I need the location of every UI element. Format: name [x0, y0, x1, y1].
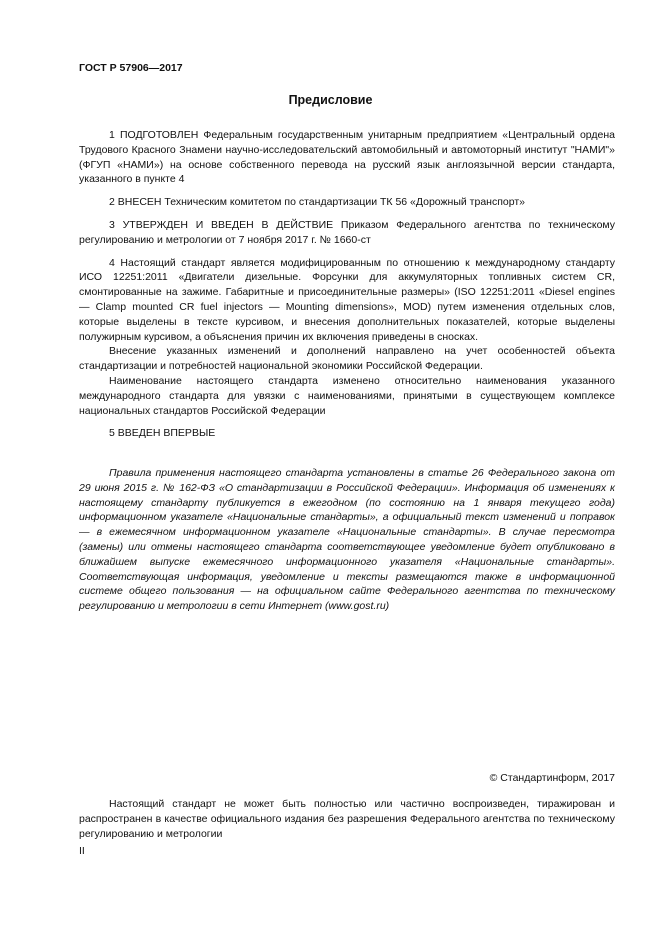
section-4-paragraph-1: 4 Настоящий стандарт является модифицированным по отношению к международному стандарту ИСО 12251:2011 «Двигатели дизельные. Форсунки для аккумуляторных топливных систем CR, смонтированные на зажиме. Габаритные и присоединительные размеры» (ISO 12251:2011 «Diesel engines — Clamp mounted CR fuel injectors — Mounting dimensions», MOD) путем изменения отдельных слов, которые выделены в тексте курсивом, и внесения дополнительных показателей, которые выделены полужирным курсивом, а объяснения причин их включения приведены в сносках.	[79, 256, 615, 343]
rules-notice-text: Правила применения настоящего стандарта установлены в статье 26 Федерального закона от 29 июня 2015 г. № 162-ФЗ «О стандартизации в Российской Федерации». Информация об изменениях к настоящему стандарту публикуется в ежегодном (по состоянию на 1 января текущего года) информационном указателе «Национальные стандарты», а официальный текст изменений и поправок — в ежемесячном информационном указателе «Национальные стандарты». В случае пересмотра (замены) или отмены настоящего стандарта соответствующее уведомление будет опубликовано в ближайшем выпуске ежемесячного информационного указателя «Национальные стандарты». Соответствующая информация, уведомление и тексты размещаются также в информационной системе общего пользования — на официальном сайте Федерального агентства по техническому регулированию и метрологии в сети Интернет (www.gost.ru)	[79, 467, 615, 613]
reproduction-notice	[79, 797, 615, 841]
page-number: II	[79, 845, 85, 857]
reproduction-notice-text: Настоящий стандарт не может быть полностью или частично воспроизведен, тиражирован и распространен в качестве официального издания без разрешения Федерального агентства по техническому регулированию и метрологии	[79, 798, 615, 840]
document-code: ГОСТ Р 57906—2017	[79, 62, 183, 74]
copyright: © Стандартинформ, 2017	[489, 772, 615, 784]
section-4-paragraph-3: Наименование настоящего стандарта изменено относительно наименования указанного международного стандарта для увязки с наименованиями, принятыми в существующем комплексе национальных стандартов Российской Федерации	[79, 374, 615, 417]
foreword-body	[79, 128, 615, 441]
section-4-paragraph-2: Внесение указанных изменений и дополнений направлено на учет особенностей объекта стандартизации и потребностей национальной экономики Российской Федерации.	[79, 345, 615, 373]
section-3: 3 УТВЕРЖДЕН И ВВЕДЕН В ДЕЙСТВИЕ Приказом Федерального агентства по техническому регулированию и метрологии от 7 ноября 2017 г. № 1660-ст	[79, 218, 615, 246]
rules-notice	[79, 466, 615, 614]
page-title: Предисловие	[288, 93, 373, 107]
section-1: 1 ПОДГОТОВЛЕН Федеральным государственным унитарным предприятием «Центральный ордена Трудового Красного Знамени научно-исследовательский автомобильный и автомоторный институт "НАМИ"» (ФГУП «НАМИ») на основе собственного перевода на русский язык англоязычной версии стандарта, указанного в пункте 4	[79, 129, 615, 186]
section-2: 2 ВНЕСЕН Техническим комитетом по стандартизации ТК 56 «Дорожный транспорт»	[109, 196, 525, 209]
section-5: 5 ВВЕДЕН ВПЕРВЫЕ	[109, 427, 216, 440]
